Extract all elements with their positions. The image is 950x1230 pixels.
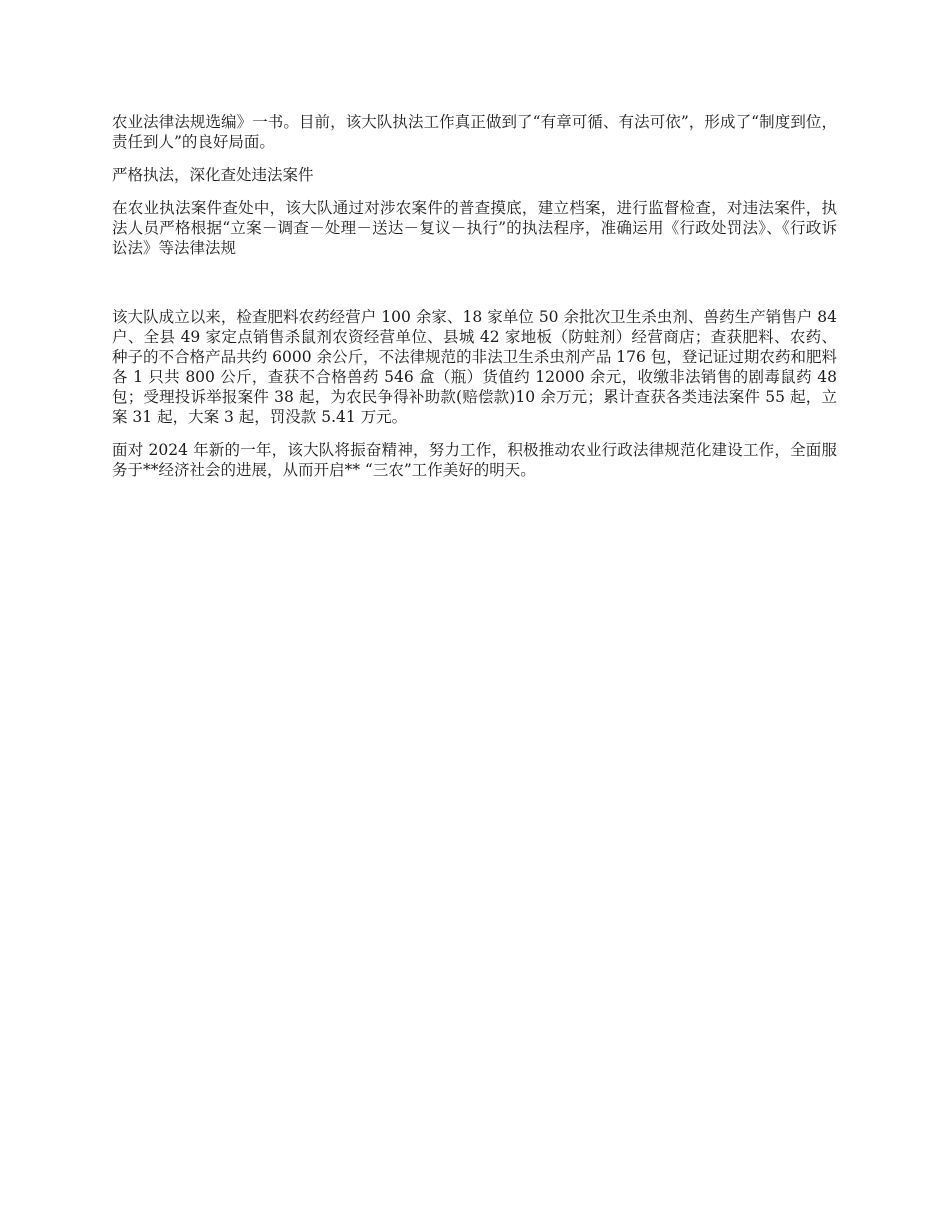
paragraph-outlook: 面对 2024 年新的一年，该大队将振奋精神，努力工作，积极推动农业行政法律规范化建设工作，全面服务于**经济社会的进展，从而开启** “三农”工作美好的明天。 [112, 441, 837, 479]
paragraph-enforcement: 在农业执法案件查处中，该大队通过对涉农案件的普查摸底，建立档案，进行监督检查，对违法案件，执法人员严格根据“立案－调查－处理－送达－复议－执行”的执法程序，准确运用《行政处罚法》、《行政诉讼法》等法律法规 [112, 199, 837, 257]
blank-space [112, 271, 837, 307]
paragraph-statistics: 该大队成立以来，检查肥料农药经营户 100 余家、18 家单位 50 余批次卫生杀虫剂、兽药生产销售户 84 户、全县 49 家定点销售杀鼠剂农资经营单位、县城 42 家地板（防蛀剂）经营商店；查获肥料、农药、种子的不合格产品共约 6000 余公斤，不法律规范的非法卫生杀虫剂产品 176 包，登记证过期农药和肥料各 1 只共 800 公斤，查获不合格兽药 546 盒（瓶）货值约 12000 余元，收缴非法销售的剧毒鼠药 48 包；受理投诉举报案件 38 起，为农民争得补助款(赔偿款)10 余万元；累计查获各类违法案件 55 起，立案 31 起，大案 3 起，罚没款 5.41 万元。 [112, 308, 837, 426]
section-heading: 严格执法，深化查处违法案件 [112, 166, 314, 184]
document-body [112, 112, 837, 493]
paragraph-intro: 农业法律法规选编》一书。目前，该大队执法工作真正做到了“有章可循、有法可依”，形成了“制度到位，责任到人”的良好局面。 [112, 113, 837, 151]
